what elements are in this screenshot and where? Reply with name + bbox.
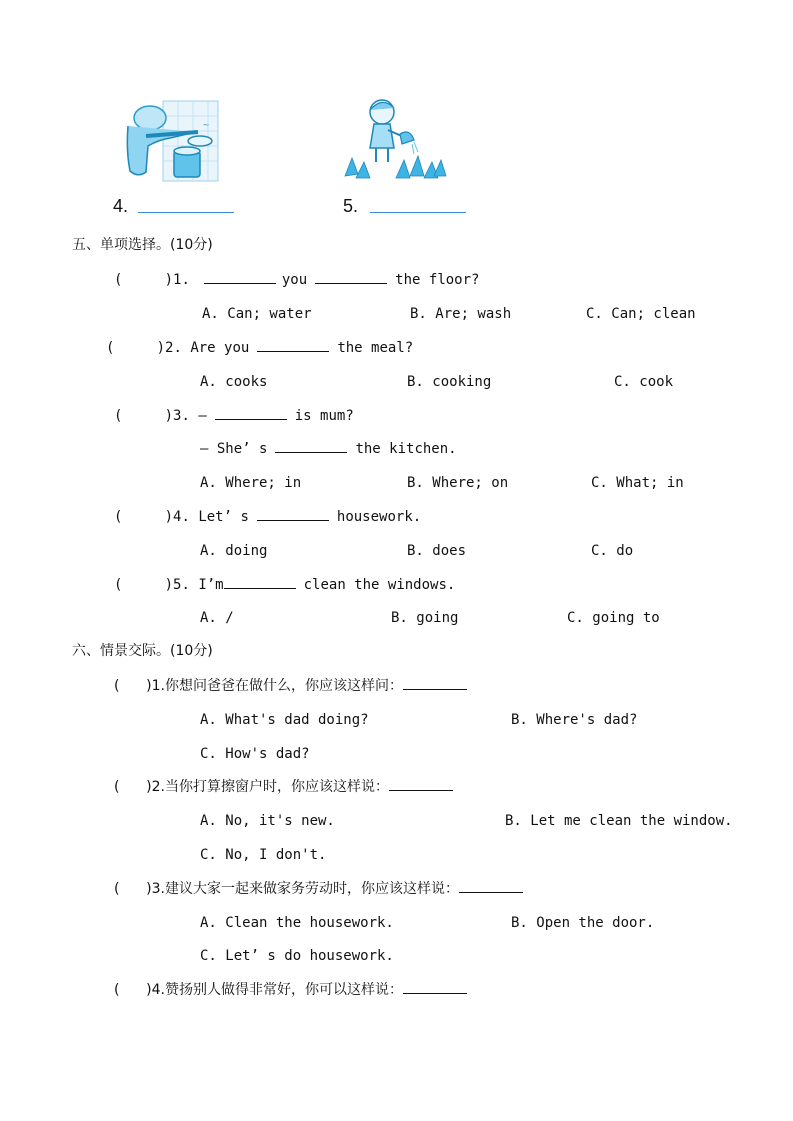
blank[interactable]	[215, 407, 287, 420]
answer-paren[interactable]: ( )	[106, 340, 166, 356]
blank[interactable]	[459, 880, 523, 893]
option[interactable]: A. Can; water	[202, 306, 312, 322]
section-6-title: 六、情景交际。(10分)	[72, 643, 213, 659]
question-2: ( )2. Are you the meal?	[106, 340, 414, 356]
woman-washing-bucket-icon	[108, 96, 223, 186]
blank[interactable]	[257, 339, 329, 352]
option[interactable]: A. Clean the housework.	[200, 915, 394, 931]
question-4: ( )4. Let’ s housework.	[114, 509, 422, 525]
answer-paren[interactable]: ( )	[114, 982, 152, 998]
option[interactable]: B. Are; wash	[410, 306, 512, 322]
option[interactable]: B. going	[391, 610, 459, 626]
answer-paren[interactable]: ( )	[114, 577, 174, 593]
option[interactable]: A. Where; in	[200, 475, 302, 491]
option[interactable]: A. cooks	[200, 374, 268, 390]
blank[interactable]	[403, 677, 467, 690]
question-3-reply: — She’ s the kitchen.	[200, 441, 457, 457]
option[interactable]: A. doing	[200, 543, 268, 559]
option[interactable]: C. No, I don't.	[200, 847, 327, 863]
question-5: ( )5. I’m clean the windows.	[114, 577, 456, 593]
answer-paren[interactable]: ( )	[114, 408, 174, 424]
scenario-question-3: ( )3.建议大家一起来做家务劳动时，你应该这样说：	[114, 880, 523, 898]
svg-text:~: ~	[203, 120, 210, 131]
option[interactable]: B. Let me clean the window.	[505, 813, 733, 829]
answer-paren[interactable]: ( )	[114, 779, 152, 795]
option[interactable]: A. /	[200, 610, 234, 626]
picture-5-answer-line[interactable]	[370, 212, 466, 213]
option[interactable]: C. Can; clean	[586, 306, 696, 322]
blank[interactable]	[315, 271, 387, 284]
blank[interactable]	[403, 981, 467, 994]
option[interactable]: B. Where; on	[407, 475, 509, 491]
picture-4-answer-line[interactable]	[138, 212, 234, 213]
answer-paren[interactable]: ( )	[114, 678, 152, 694]
question-3: ( )3. — is mum?	[114, 408, 354, 424]
scenario-question-4: ( )4.赞扬别人做得非常好，你可以这样说：	[114, 981, 467, 999]
option[interactable]: C. Let’ s do housework.	[200, 948, 394, 964]
girl-watering-plants-icon	[340, 96, 450, 186]
blank[interactable]	[224, 576, 296, 589]
scenario-question-1: ( )1.你想问爸爸在做什么，你应该这样问：	[114, 677, 467, 695]
option[interactable]: C. How's dad?	[200, 746, 310, 762]
option[interactable]: B. Where's dad?	[511, 712, 638, 728]
option[interactable]: B. Open the door.	[511, 915, 655, 931]
picture-4-number: 4.	[113, 196, 129, 216]
option[interactable]: A. What's dad doing?	[200, 712, 369, 728]
answer-paren[interactable]: ( )	[114, 509, 174, 525]
blank[interactable]	[257, 508, 329, 521]
answer-paren[interactable]: ( )	[114, 881, 152, 897]
picture-5-number: 5.	[343, 196, 359, 216]
question-1: ( )1. you the floor?	[114, 272, 480, 288]
scenario-question-2: ( )2.当你打算擦窗户时，你应该这样说：	[114, 778, 453, 796]
option[interactable]: C. cook	[614, 374, 674, 390]
section-5-title: 五、单项选择。(10分)	[72, 237, 213, 253]
answer-paren[interactable]: ( )	[114, 272, 174, 288]
blank[interactable]	[204, 271, 276, 284]
option[interactable]: B. does	[407, 543, 467, 559]
option[interactable]: B. cooking	[407, 374, 492, 390]
blank[interactable]	[389, 778, 453, 791]
option[interactable]: A. No, it's new.	[200, 813, 335, 829]
blank[interactable]	[275, 440, 347, 453]
option[interactable]: C. What; in	[591, 475, 684, 491]
option[interactable]: C. do	[591, 543, 634, 559]
option[interactable]: C. going to	[567, 610, 660, 626]
